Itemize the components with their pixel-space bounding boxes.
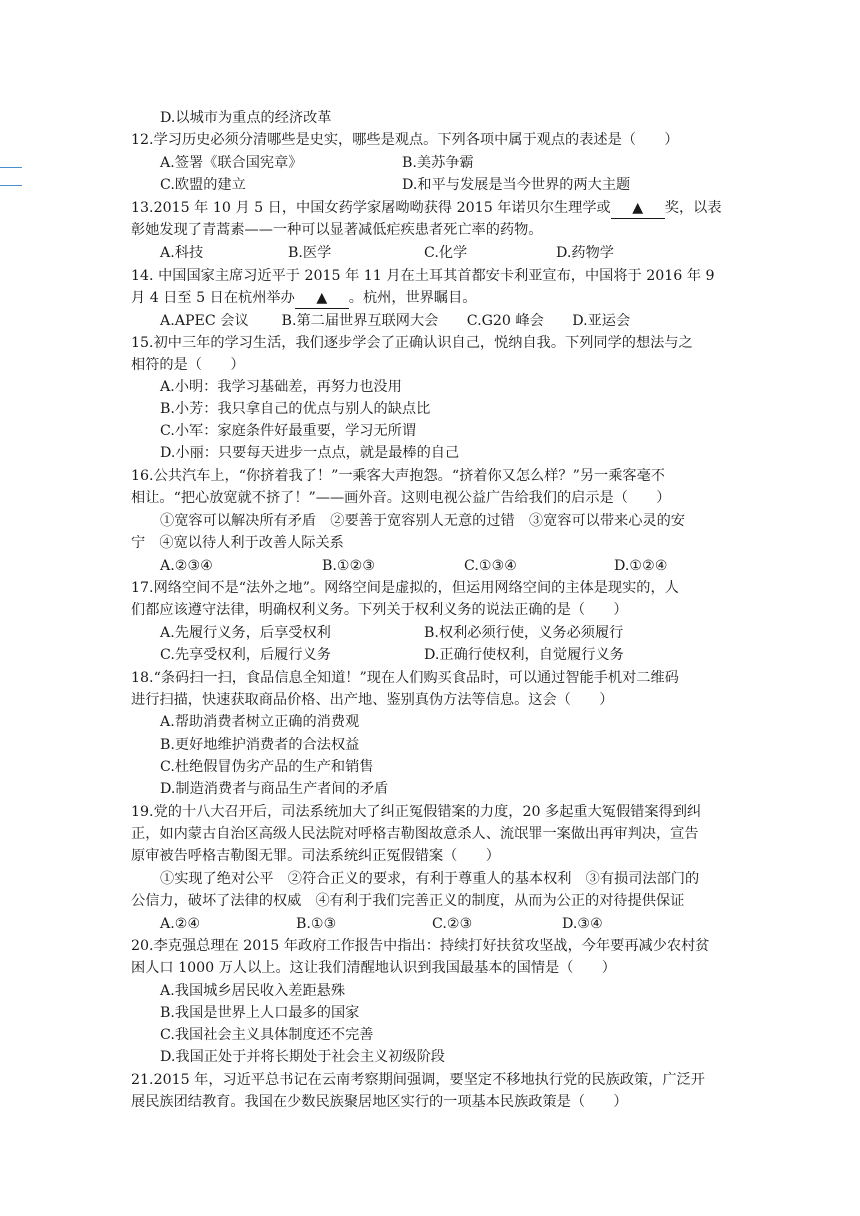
q11-option-d: D.以城市为重点的经济改革 bbox=[160, 110, 332, 126]
q17-stem-line1: 17.网络空间不是“法外之地”。网络空间是虚拟的，但运用网络空间的主体是现实的，人 bbox=[131, 580, 679, 596]
q13-stem-line1 bbox=[131, 198, 722, 219]
q21-stem-line2: 展民族团结教育。我国在少数民族聚居地区实行的一项基本民族政策是（ ） bbox=[131, 1094, 628, 1110]
q13-stem-part1: 13.2015 年 10 月 5 日，中国女药学家屠呦呦获得 2015 年诺贝尔生理学或 bbox=[131, 200, 611, 216]
q13-stem-part2: 奖，以表 bbox=[664, 200, 722, 216]
q16-option-a: A.②③④ bbox=[160, 558, 213, 574]
q19-stem-line2: 正，如内蒙古自治区高级人民法院对呼格吉勒图故意杀人、流氓罪一案做出再审判决，宣告 bbox=[131, 826, 699, 842]
q17-option-b: B.权利必须行使，义务必须履行 bbox=[424, 625, 624, 641]
q20-option-c: C.我国社会主义具体制度还不完善 bbox=[160, 1027, 374, 1043]
q20-stem-line2: 困人口 1000 万人以上。这让我们清醒地认识到我国最基本的国情是（ ） bbox=[131, 960, 616, 976]
q14-options: A.APEC 会议 B.第二届世界互联网大会 C.G20 峰会 D.亚运会 bbox=[160, 313, 631, 329]
q13-blank: ▲ bbox=[611, 198, 665, 219]
q17-option-a: A.先履行义务，后享受权利 bbox=[160, 625, 331, 641]
q19-items-line2: 公信力，破坏了法律的权威 ④有利于我们完善正义的制度，从而为公正的对待提供保证 bbox=[131, 893, 685, 909]
q12-option-a: A.签署《联合国宪章》 bbox=[160, 155, 303, 171]
q16-option-d: D.①②④ bbox=[614, 558, 668, 574]
q16-option-b: B.①②③ bbox=[322, 558, 376, 574]
q18-option-c: C.杜绝假冒伪劣产品的生产和销售 bbox=[160, 759, 374, 775]
q14-stem-part1: 月 4 日至 5 日在杭州举办 bbox=[131, 290, 295, 306]
q14-stem-part2: 。杭州，世界瞩目。 bbox=[348, 290, 477, 306]
q14-stem-line1: 14. 中国国家主席习近平于 2015 年 11 月在土耳其首都安卡利亚宣布，中国将于 2016 年 9 bbox=[131, 268, 715, 284]
margin-mark bbox=[0, 167, 22, 168]
q17-stem-line2: 们都应该遵守法律，明确权利义务。下列关于权利义务的说法正确的是（ ） bbox=[131, 602, 628, 618]
q18-stem-line1: 18.“条码扫一扫，食品信息全知道！”现在人们购买食品时，可以通过智能手机对二维码 bbox=[131, 670, 679, 686]
q12-option-b: B.美苏争霸 bbox=[402, 155, 474, 171]
q15-option-a: A.小明：我学习基础差，再努力也没用 bbox=[160, 379, 402, 395]
q14-blank: ▲ bbox=[295, 288, 349, 309]
margin-mark bbox=[0, 185, 22, 186]
q12-option-c: C.欧盟的建立 bbox=[160, 177, 246, 193]
q13-stem-line2: 彰她发现了青蒿素——一种可以显著减低疟疾患者死亡率的药物。 bbox=[131, 222, 543, 238]
q19-items-line1: ①实现了绝对公平 ②符合正义的要求，有利于尊重人的基本权利 ③有损司法部门的 bbox=[160, 871, 700, 887]
q17-option-c: C.先享受权利，后履行义务 bbox=[160, 647, 331, 663]
q20-option-a: A.我国城乡居民收入差距悬殊 bbox=[160, 983, 346, 999]
q19-option-a: A.②④ bbox=[160, 916, 201, 932]
q19-stem-line1: 19.党的十八大召开后，司法系统加大了纠正冤假错案的力度，20 多起重大冤假错案得到纠 bbox=[131, 804, 702, 820]
q16-items-line2: 宁 ④宽以待人利于改善人际关系 bbox=[131, 535, 344, 551]
q19-option-b: B.①③ bbox=[296, 916, 337, 932]
q12-stem: 12.学习历史必须分清哪些是史实，哪些是观点。下列各项中属于观点的表述是（ ） bbox=[131, 132, 679, 148]
q19-option-c: C.②③ bbox=[432, 916, 473, 932]
q20-stem-line1: 20.李克强总理在 2015 年政府工作报告中指出：持续打好扶贫攻坚战，今年要再减少农村贫 bbox=[131, 938, 710, 954]
q16-stem-line1: 16.公共汽车上，“你挤着我了！”一乘客大声抱怨。“挤着你又怎么样？”另一乘客毫不 bbox=[131, 468, 665, 484]
q18-option-a: A.帮助消费者树立正确的消费观 bbox=[160, 714, 360, 730]
q15-option-d: D.小丽：只要每天进步一点点，就是最棒的自己 bbox=[160, 445, 460, 461]
q16-items-line1: ①宽容可以解决所有矛盾 ②要善于宽容别人无意的过错 ③宽容可以带来心灵的安 bbox=[160, 513, 685, 529]
q17-option-d: D.正确行使权利，自觉履行义务 bbox=[424, 647, 624, 663]
q21-stem-line1: 21.2015 年，习近平总书记在云南考察期间强调，要坚定不移地执行党的民族政策，广泛开 bbox=[131, 1072, 705, 1088]
q13-option-b: B.医学 bbox=[288, 245, 332, 261]
q20-option-b: B.我国是世界上人口最多的国家 bbox=[160, 1005, 360, 1021]
q15-stem-line1: 15.初中三年的学习生活，我们逐步学会了正确认识自己，悦纳自我。下列同学的想法与之 bbox=[131, 335, 693, 351]
q19-stem-line3: 原审被告呼格吉勒图无罪。司法系统纠正冤假错案（ ） bbox=[131, 848, 500, 864]
q15-option-b: B.小芳：我只拿自己的优点与别人的缺点比 bbox=[160, 401, 431, 417]
q14-stem-line2 bbox=[131, 288, 476, 309]
q15-stem-line2: 相符的是（ ） bbox=[131, 357, 245, 373]
q15-option-c: C.小军：家庭条件好最重要，学习无所谓 bbox=[160, 423, 417, 439]
q16-option-c: C.①③④ bbox=[464, 558, 518, 574]
q13-option-d: D.药物学 bbox=[556, 245, 614, 261]
q12-option-d: D.和平与发展是当今世界的两大主题 bbox=[402, 177, 631, 193]
q19-option-d: D.③④ bbox=[562, 916, 603, 932]
q16-stem-line2: 相让。“把心放宽就不挤了！”——画外音。这则电视公益广告给我们的启示是（ ） bbox=[131, 490, 671, 506]
q18-stem-line2: 进行扫描，快速获取商品价格、出产地、鉴别真伪方法等信息。这会（ ） bbox=[131, 692, 614, 708]
q13-option-a: A.科技 bbox=[160, 245, 204, 261]
q20-option-d: D.我国正处于并将长期处于社会主义初级阶段 bbox=[160, 1049, 445, 1065]
q13-option-c: C.化学 bbox=[424, 245, 468, 261]
q18-option-d: D.制造消费者与商品生产者间的矛盾 bbox=[160, 781, 389, 797]
q18-option-b: B.更好地维护消费者的合法权益 bbox=[160, 737, 360, 753]
